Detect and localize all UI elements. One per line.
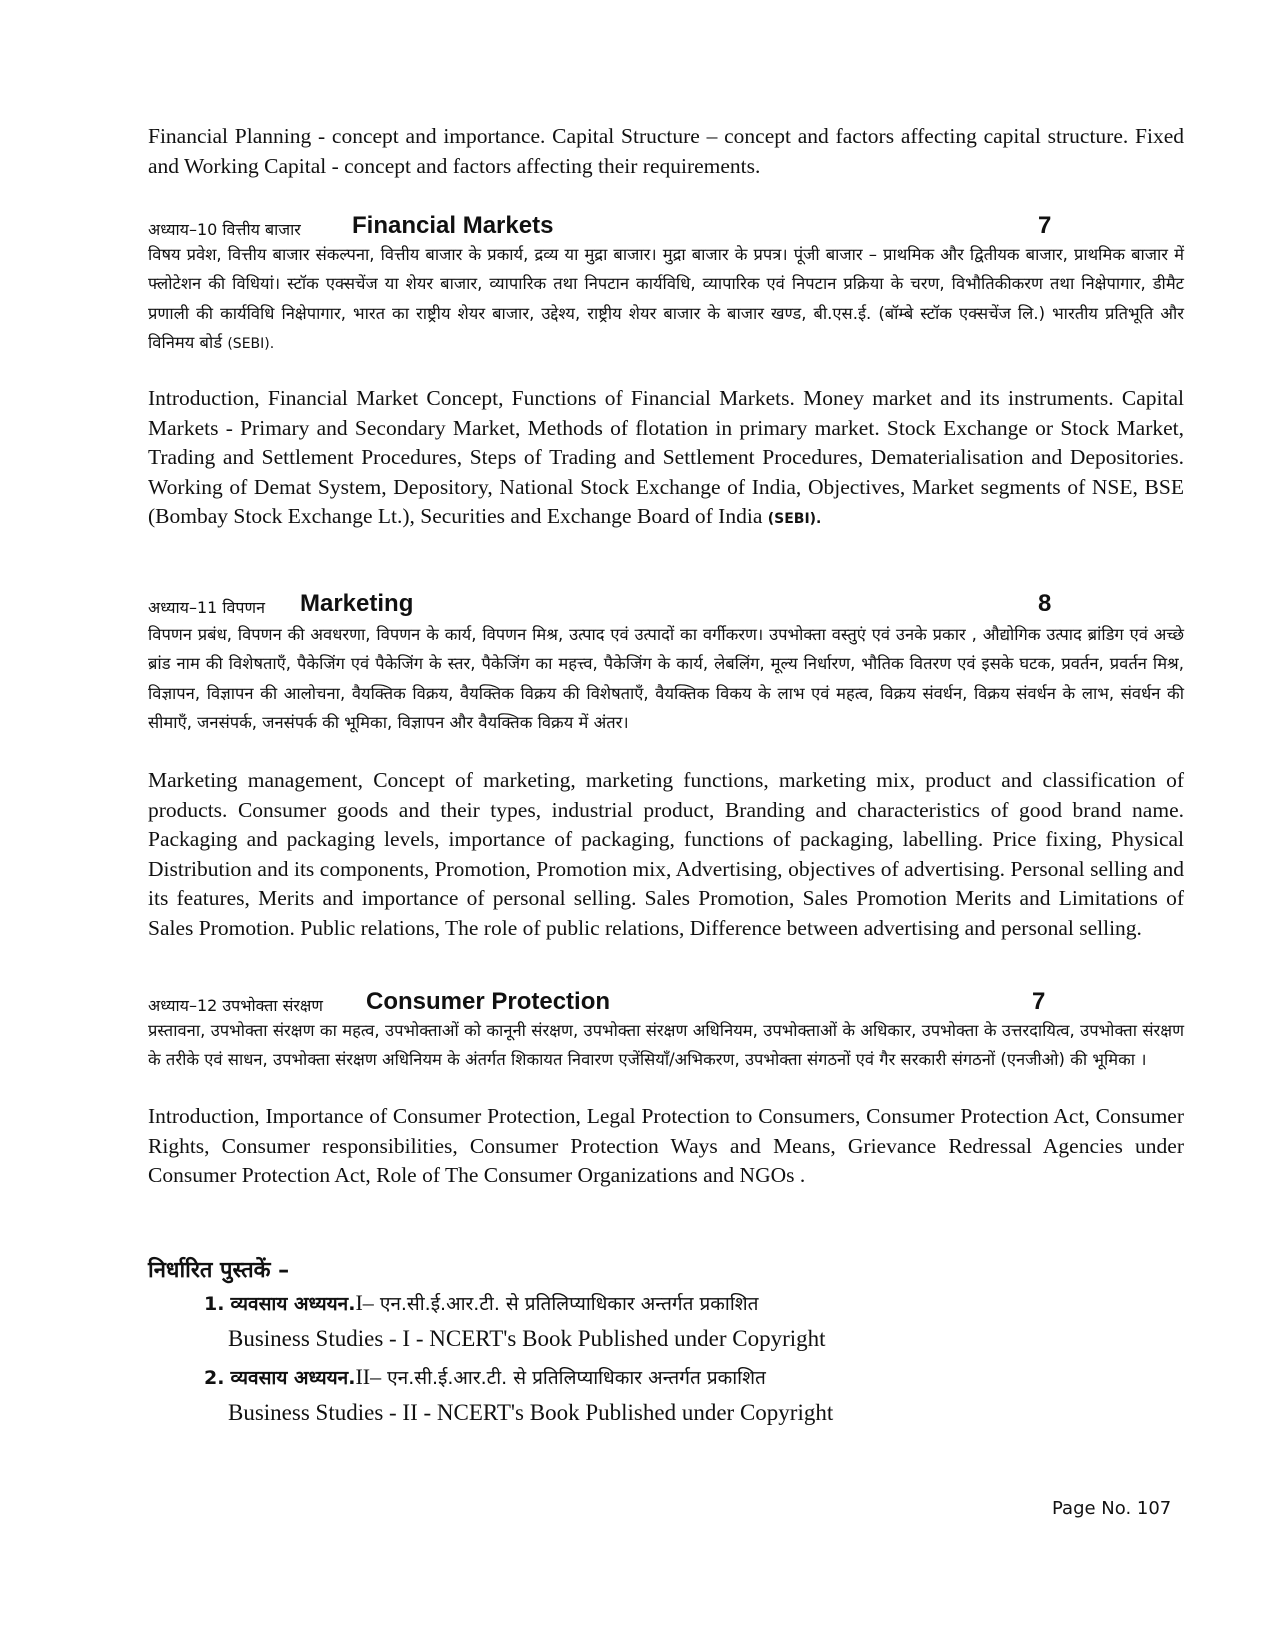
chapter-10-title: Financial Markets	[352, 212, 554, 239]
chapter-10-english-paragraph	[148, 384, 1184, 535]
page-number: Page No. 107	[1052, 1498, 1172, 1519]
chapter-11-english-paragraph: Marketing management, Concept of marketing, marketing functions, marketing mix, product and classification of products. Consumer goods and their types, industrial product, Branding and characteristics of good brand name. Packaging and packaging levels, importance of packaging, functions of packaging, labelling. Price fixing, Physical Distribution and its components, Promotion, Promotion mix, Advertising, objectives of advertising. Personal selling and its features, Merits and importance of personal selling. Sales Promotion, Sales Promotion Merits and Limitations of Sales Promotion. Public relations, The role of public relations, Difference between advertising and personal selling.	[148, 768, 1184, 940]
chapter-12-heading	[148, 984, 1184, 1018]
chapter-10-heading	[148, 208, 1184, 242]
chapter-12-title: Consumer Protection	[366, 988, 611, 1015]
book-2-english-line: Business Studies - II - NCERT's Book Published under Copyright	[228, 1400, 834, 1425]
chapter-10-english-tail: (SEBI).	[767, 511, 822, 528]
book-1-name: व्यवसाय अध्ययन.	[230, 1293, 356, 1315]
chapter-10-hindi-title: अध्याय–10 वित्तीय बाजार	[148, 220, 301, 239]
chapter-12-hindi-paragraph: प्रस्तावना, उपभोक्ता संरक्षण का महत्व, उपभोक्ताओं को कानूनी संरक्षण, उपभोक्ता संरक्षण अधिनियम, उपभोक्ताओं के अधिकार, उपभोक्ता के उत्तरदायित्व, उपभोक्ता संरक्षण के तरीके एवं साधन, उपभोक्ता संरक्षण अधिनियम के अंतर्गत शिकायत निवारण एजेंसियाँ/अभिकरण, उपभोक्ता संगठनों एवं गैर सरकारी संगठनों (एनजीओ) की भूमिका ।	[148, 1021, 1184, 1070]
book-1-number: 1.	[204, 1293, 225, 1315]
chapter-11-hindi-title: अध्याय–11 विपणन	[148, 598, 265, 617]
chapter-12-marks: 7	[1032, 988, 1046, 1015]
chapter-11-heading	[148, 586, 1184, 620]
book-1-volume: I–	[355, 1290, 374, 1315]
book-2-number: 2.	[204, 1367, 225, 1389]
book-2-publisher-hindi: एन.सी.ई.आर.टी. से प्रतिलिप्याधिकार अन्तर्गत प्रकाशित	[387, 1367, 766, 1389]
chapter-10-marks: 7	[1038, 212, 1052, 239]
book-2-volume: II–	[355, 1364, 382, 1389]
chapter-10-hindi-paragraph	[148, 240, 1184, 360]
chapter-11-marks: 8	[1038, 590, 1052, 617]
book-2-name: व्यवसाय अध्ययन.	[230, 1367, 356, 1389]
chapter-10-english-text: Introduction, Financial Market Concept, Functions of Financial Markets. Money market and its instruments. Capital Markets - Primary and Secondary Market, Methods of flotation in primary market. Stock Exchange or Stock Market, Trading and Settlement Procedures, Steps of Trading and Settlement Procedures, Dematerialisation and Depositories. Working of Demat System, Depository, National Stock Exchange of India, Objectives, Market segments of NSE, BSE (Bombay Stock Exchange Lt.), Securities and Exchange Board of India	[148, 386, 1184, 529]
chapter-12-hindi-title: अध्याय–12 उपभोक्ता संरक्षण	[148, 996, 323, 1015]
book-2-hindi-line	[204, 1364, 766, 1390]
intro-paragraph: Financial Planning - concept and importance. Capital Structure – concept and factors affecting capital structure. Fixed and Working Capital - concept and factors affecting their requirements.	[148, 124, 1184, 178]
book-1-english-line: Business Studies - I - NCERT's Book Published under Copyright	[228, 1326, 826, 1351]
chapter-12-english-paragraph: Introduction, Importance of Consumer Protection, Legal Protection to Consumers, Consumer Protection Act, Consumer Rights, Consumer responsibilities, Consumer Protection Ways and Means, Grievance Redressal Agencies under Consumer Protection Act, Role of The Consumer Organizations and NGOs .	[148, 1104, 1184, 1188]
chapter-10-hindi-text: विषय प्रवेश, वित्तीय बाजार संकल्पना, वित्तीय बाजार के प्रकार्य, द्रव्य या मुद्रा बाजार। मुद्रा बाजार के प्रपत्र। पूंजी बाजार – प्राथमिक और द्वितीयक बाजार, प्राथमिक बाजार में फ्लोटेशन की विधियां। स्टॉक एक्सचेंज या शेयर बाजार, व्यापारिक तथा निपटान कार्यविधि, व्यापारिक एवं निपटान प्रक्रिया के चरण, विभौतिकीकरण तथा निक्षेपागार, डीमैट प्रणाली की कार्यविधि निक्षेपागार, भारत का राष्ट्रीय शेयर बाजार, उद्देश्य, राष्ट्रीय शेयर बाजार के बाजार खण्ड, बी.एस.ई. (बॉम्बे स्टॉक एक्सचेंज लि.) भारतीय प्रतिभूति और विनिमय बोर्ड	[148, 245, 1184, 353]
book-1-hindi-line	[204, 1290, 759, 1316]
prescribed-books-heading: निर्धारित पुस्तकें –	[148, 1258, 290, 1283]
chapter-10-hindi-tail: (SEBI).	[227, 336, 275, 353]
chapter-11-hindi-paragraph: विपणन प्रबंध, विपणन की अवधरणा, विपणन के कार्य, विपणन मिश्र, उत्पाद एवं उत्पादों का वर्गीकरण। उपभोक्ता वस्तुएं एवं उनके प्रकार , औद्योगिक उत्पाद ब्रांडिग एवं अच्छे ब्रांड नाम की विशेषताएँ, पैकेजिंग एवं पैकेजिंग के स्तर, पैकेजिंग का महत्त्व, पैकेजिंग के कार्य, लेबलिंग, मूल्य निर्धारण, भौतिक वितरण एवं इसके घटक, प्रवर्तन, प्रवर्तन मिश्र, विज्ञापन, विज्ञापन की आलोचना, वैयक्तिक विक्रय, वैयक्तिक विक्रय की विशेषताएँ, वैयक्तिक विकय के लाभ एवं महत्व, विक्रय संवर्धन, विक्रय संवर्धन के लाभ, संवर्धन की सीमाएँ, जनसंपर्क, जनसंपर्क की भूमिका, विज्ञापन और वैयक्तिक विक्रय में अंतर।	[148, 625, 1184, 733]
chapter-11-title: Marketing	[300, 590, 414, 617]
book-1-publisher-hindi: एन.सी.ई.आर.टी. से प्रतिलिप्याधिकार अन्तर्गत प्रकाशित	[379, 1293, 759, 1315]
